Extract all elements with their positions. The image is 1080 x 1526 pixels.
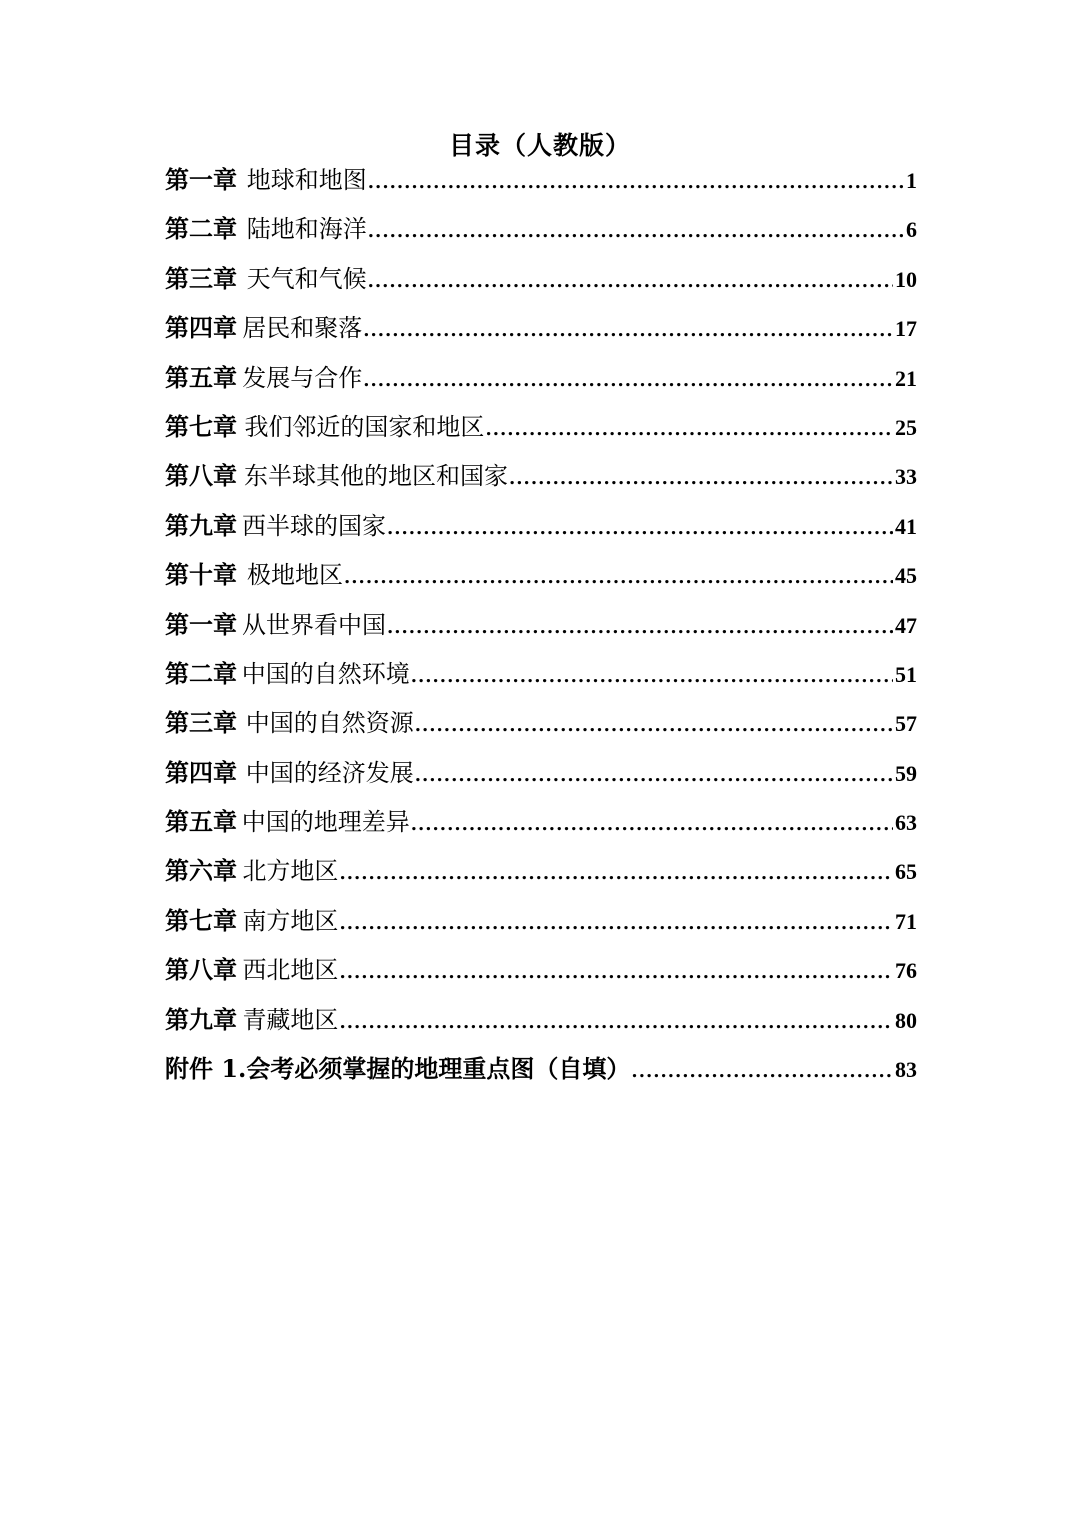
toc-page-number: 21 <box>895 365 917 391</box>
toc-dot-leader <box>368 262 893 302</box>
toc-dot-leader <box>415 756 893 796</box>
toc-chapter-name: 青藏地区 <box>242 1005 339 1034</box>
toc-page-number: 17 <box>895 316 917 342</box>
toc-entry[interactable] <box>165 802 917 851</box>
toc-page-number: 10 <box>895 266 917 292</box>
toc-page-number: 65 <box>895 859 917 885</box>
toc-chapter-number: 第十章 <box>165 560 237 590</box>
toc-chapter-number: 第一章 <box>165 165 237 194</box>
toc-chapter-name: 陆地和海洋 <box>246 215 367 244</box>
toc-chapter-number: 第九章 <box>165 510 237 540</box>
toc-entry[interactable] <box>165 950 917 999</box>
toc-entry[interactable] <box>165 605 917 654</box>
toc-chapter-number: 第九章 <box>165 1004 237 1034</box>
toc-chapter-name: 中国的自然资源 <box>245 709 414 738</box>
toc-dot-leader <box>411 657 893 697</box>
toc-appendix-name: 附件 1.会考必须掌握的地理重点图（自填） <box>165 1054 631 1084</box>
toc-chapter-name: 南方地区 <box>242 906 339 935</box>
toc-dot-leader <box>411 805 893 845</box>
toc-dot-leader <box>339 854 893 894</box>
toc-dot-leader <box>339 1003 893 1043</box>
toc-entry[interactable] <box>165 308 917 357</box>
toc-chapter-name: 中国的经济发展 <box>245 758 414 787</box>
toc-chapter-name: 中国的地理差异 <box>241 808 410 837</box>
toc-entry[interactable] <box>165 753 917 802</box>
toc-chapter-name: 发展与合作 <box>242 363 363 392</box>
toc-page-number: 57 <box>895 711 917 737</box>
toc-entry[interactable] <box>165 1000 917 1049</box>
toc-page-number: 45 <box>895 563 917 589</box>
toc-chapter-number: 第三章 <box>165 708 237 738</box>
toc-chapter-number: 第五章 <box>165 362 237 392</box>
toc-chapter-name: 东半球其他的地区和国家 <box>244 462 509 491</box>
toc-page-number: 33 <box>895 464 917 490</box>
toc-dot-leader <box>485 410 893 450</box>
toc-entry[interactable] <box>165 654 917 703</box>
toc-page-number: 25 <box>895 414 917 440</box>
toc-page-number: 6 <box>906 217 917 243</box>
toc-page-number: 71 <box>895 908 917 934</box>
toc-dot-leader <box>509 459 893 499</box>
toc-dot-leader <box>368 163 904 203</box>
toc-dot-leader <box>339 904 893 944</box>
toc-chapter-name: 居民和聚落 <box>242 314 363 343</box>
toc-chapter-number: 第八章 <box>165 955 237 985</box>
toc-entry[interactable] <box>165 555 917 604</box>
toc-entry-appendix[interactable] <box>165 1049 917 1098</box>
toc-dot-leader <box>387 608 893 648</box>
toc-chapter-number: 第四章 <box>165 313 237 343</box>
toc-dot-leader <box>387 509 893 549</box>
toc-chapter-number: 第二章 <box>165 658 237 688</box>
toc-page-number: 76 <box>895 958 917 984</box>
toc-list <box>165 160 917 1098</box>
toc-page-number: 83 <box>895 1057 917 1083</box>
toc-page-number: 51 <box>895 661 917 687</box>
toc-entry[interactable] <box>165 506 917 555</box>
toc-page-number: 1 <box>906 168 917 193</box>
toc-page-number: 63 <box>895 810 917 836</box>
toc-entry[interactable] <box>165 259 917 308</box>
toc-chapter-name: 极地地区 <box>247 561 344 590</box>
toc-page-number: 59 <box>895 760 917 786</box>
toc-chapter-number: 第八章 <box>165 461 237 491</box>
toc-chapter-name: 北方地区 <box>242 857 339 886</box>
toc-entry[interactable] <box>165 456 917 505</box>
toc-page-number: 41 <box>895 513 917 539</box>
toc-entry[interactable] <box>165 209 917 258</box>
toc-entry[interactable] <box>165 160 917 209</box>
toc-chapter-name: 从世界看中国 <box>241 610 386 639</box>
toc-chapter-name: 中国的自然环境 <box>241 659 410 688</box>
toc-entry[interactable] <box>165 851 917 900</box>
toc-dot-leader <box>631 1052 893 1092</box>
toc-chapter-number: 第六章 <box>165 856 237 886</box>
toc-page-number: 80 <box>895 1007 917 1033</box>
toc-chapter-number: 第七章 <box>165 411 237 441</box>
toc-chapter-name: 地球和地图 <box>246 166 367 194</box>
toc-chapter-number: 第四章 <box>165 757 237 787</box>
toc-chapter-name: 西半球的国家 <box>241 511 386 540</box>
toc-chapter-number: 第一章 <box>165 609 237 639</box>
toc-dot-leader <box>415 706 893 746</box>
toc-entry[interactable] <box>165 407 917 456</box>
toc-dot-leader <box>368 212 904 252</box>
toc-entry[interactable] <box>165 358 917 407</box>
toc-chapter-name: 西北地区 <box>242 956 339 985</box>
toc-chapter-number: 第三章 <box>165 263 237 293</box>
toc-chapter-number: 第七章 <box>165 905 237 935</box>
toc-chapter-number: 第五章 <box>165 807 237 837</box>
toc-page-number: 47 <box>895 612 917 638</box>
toc-dot-leader <box>344 558 893 598</box>
toc-chapter-name: 天气和气候 <box>246 264 367 293</box>
toc-chapter-number: 第二章 <box>165 214 237 244</box>
toc-entry[interactable] <box>165 901 917 950</box>
toc-chapter-name: 我们邻近的国家和地区 <box>244 412 485 441</box>
toc-title: 目录（人教版） <box>448 131 631 160</box>
toc-dot-leader <box>339 953 893 993</box>
toc-entry[interactable] <box>165 703 917 752</box>
toc-dot-leader <box>363 311 893 351</box>
toc-dot-leader <box>363 361 893 401</box>
